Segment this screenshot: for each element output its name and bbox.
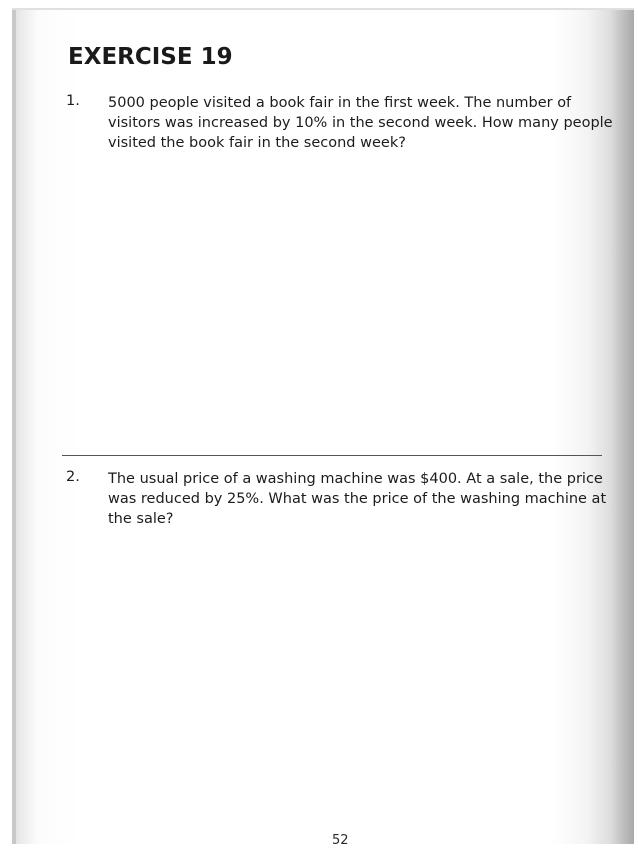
question-2-line-2: was reduced by 25%. What was the price of the washing machine at	[108, 491, 607, 507]
question-1-line-1: 5000 people visited a book fair in the first week. The number of	[108, 95, 572, 111]
page-top-edge	[12, 8, 634, 10]
question-1-line-2: visitors was increased by 10% in the second week. How many people	[108, 115, 613, 131]
question-divider	[62, 455, 602, 456]
worksheet-page	[12, 8, 634, 848]
question-2-line-3: the sale?	[108, 511, 174, 527]
question-2-line-1: The usual price of a washing machine was $400. At a sale, the price	[108, 471, 603, 487]
exercise-title: EXERCISE 19	[68, 44, 233, 70]
question-1-number: 1.	[66, 93, 80, 109]
question-2-text	[108, 469, 607, 529]
question-1-text	[108, 93, 613, 153]
page-number: 52	[332, 833, 349, 848]
question-1-line-3: visited the book fair in the second week?	[108, 135, 406, 151]
page-binding-edge	[12, 8, 16, 844]
question-2-number: 2.	[66, 469, 80, 485]
